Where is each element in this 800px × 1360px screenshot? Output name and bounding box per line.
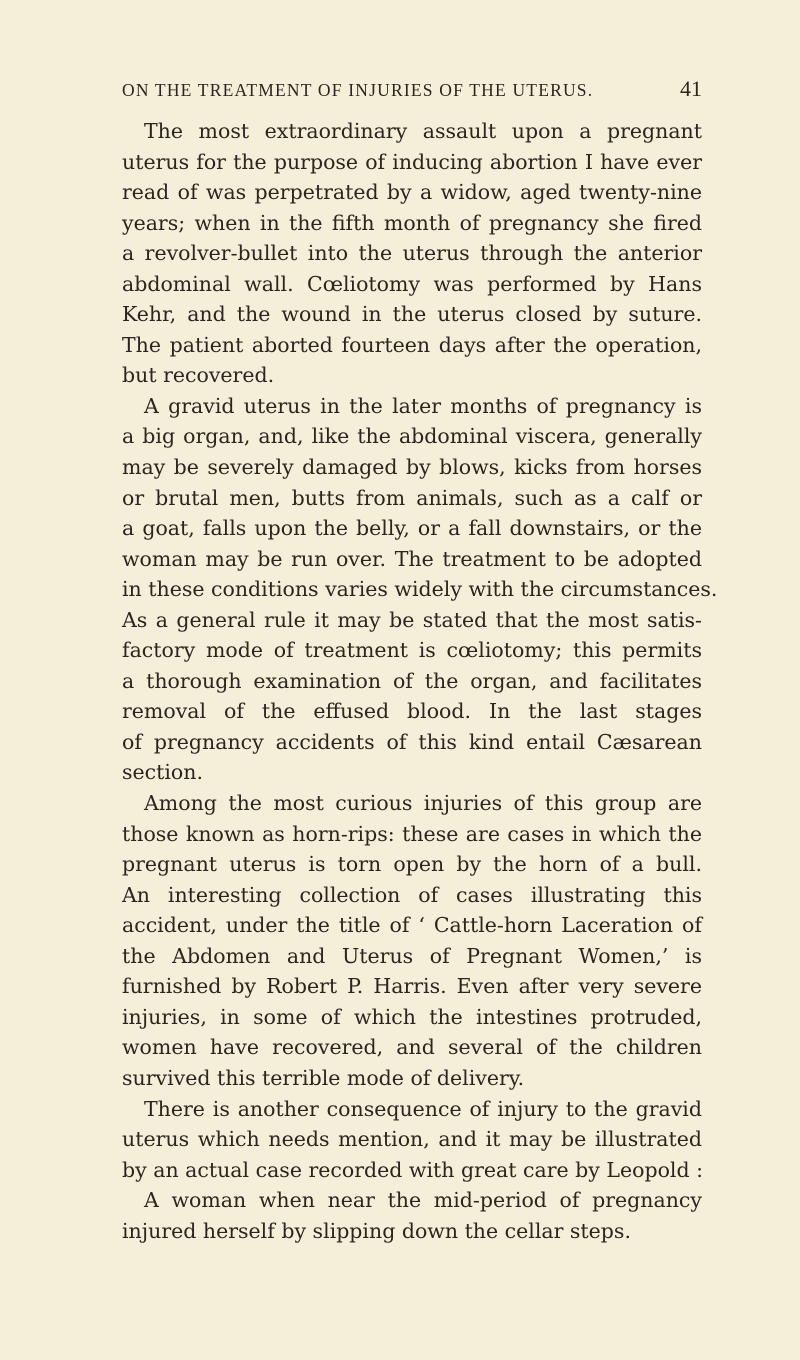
text-line: Kehr, and the wound in the uterus closed by suture. xyxy=(122,302,702,327)
text-line: or brutal men, butts from animals, such as a calf or xyxy=(122,485,702,510)
text-line: a big organ, and, like the abdominal viscera, generally xyxy=(122,424,702,449)
text-line: accident, under the title of ‘ Cattle-horn Laceration of xyxy=(122,913,702,938)
text-line: woman may be run over. The treatment to be adopted xyxy=(122,546,702,571)
text-line: but recovered. xyxy=(122,363,275,388)
text-line: removal of the effused blood. In the last stages xyxy=(122,699,702,724)
text-line: furnished by Robert P. Harris. Even after very severe xyxy=(122,974,702,999)
text-line: injured herself by slipping down the cellar steps. xyxy=(122,1218,631,1243)
text-line: The most extraordinary assault upon a pregnant xyxy=(144,119,702,143)
text-line: Among the most curious injuries of this group are xyxy=(144,791,702,816)
text-line: There is another consequence of injury to the gravid xyxy=(144,1096,702,1121)
text-line: section. xyxy=(122,760,203,785)
text-line: those known as horn-rips: these are cases in which the xyxy=(122,821,702,846)
text-line: As a general rule it may be stated that the most satis- xyxy=(122,607,702,632)
text-line: The patient aborted fourteen days after the operation, xyxy=(122,332,702,357)
text-line: years; when in the fifth month of pregnancy she fired xyxy=(122,210,702,235)
text-line: An interesting collection of cases illustrating this xyxy=(122,882,702,907)
text-line: may be severely damaged by blows, kicks from horses xyxy=(122,455,702,480)
text-line: uterus for the purpose of inducing abortion I have ever xyxy=(122,149,702,174)
text-line: abdominal wall. Cœliotomy was performed by Hans xyxy=(122,271,702,296)
text-line: factory mode of treatment is cœliotomy; this permits xyxy=(122,638,702,663)
running-title: ON THE TREATMENT OF INJURIES OF THE UTERUS. xyxy=(122,80,594,100)
text-line: a thorough examination of the organ, and facilitates xyxy=(122,668,702,693)
body-text xyxy=(122,116,718,1246)
text-line: pregnant uterus is torn open by the horn of a bull. xyxy=(122,852,702,877)
text-line: read of was perpetrated by a widow, aged twenty-nine xyxy=(122,180,702,205)
running-head xyxy=(122,76,702,106)
text-line: A woman when near the mid-period of pregnancy xyxy=(144,1188,702,1213)
text-line: a revolver-bullet into the uterus through the anterior xyxy=(122,241,702,266)
text-line: the Abdomen and Uterus of Pregnant Women,’ is xyxy=(122,943,702,968)
text-line: women have recovered, and several of the children xyxy=(122,1035,702,1060)
text-line: by an actual case recorded with great care by Leopold : xyxy=(122,1157,704,1182)
text-line: survived this terrible mode of delivery. xyxy=(122,1065,525,1090)
page-number: 41 xyxy=(680,76,702,101)
text-line: in these conditions varies widely with the circumstances. xyxy=(122,577,718,602)
text-line: a goat, falls upon the belly, or a fall downstairs, or the xyxy=(122,516,702,541)
text-line: of pregnancy accidents of this kind entail Cæsarean xyxy=(122,729,702,754)
text-line: A gravid uterus in the later months of pregnancy is xyxy=(144,393,702,418)
text-line: injuries, in some of which the intestines protruded, xyxy=(122,1004,702,1029)
text-line: uterus which needs mention, and it may be illustrated xyxy=(122,1127,702,1152)
